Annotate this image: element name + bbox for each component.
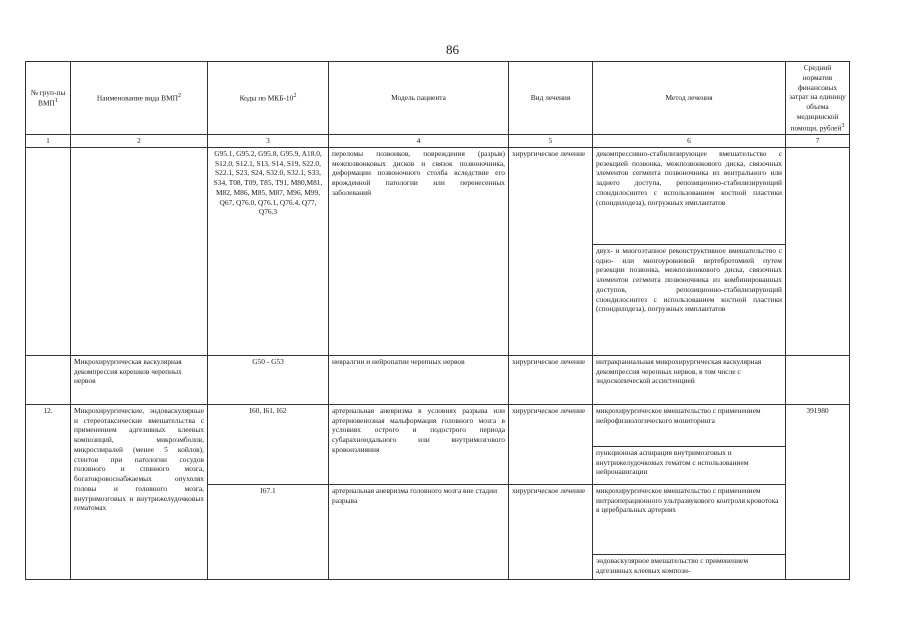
header-row (26, 62, 850, 135)
column-number: 6 (593, 135, 786, 148)
column-number: 7 (786, 135, 850, 148)
cell-treatment-method: двух- и многоэтапное реконструктивное вмешательство с одно- или многоуровневой вертебротомией путем резекции позвонка, межпозвонкового диска, связочных элементов сегмента позвоночника из комбинированных доступов, репозиционно-стабилизирующий спондилосинтез с использованием костной пластики (спондилодеза), погружных имплантатов (593, 244, 786, 355)
cell-patient-model: артериальная аневризма в условиях разрыва или артериовенозная мальформация головного мозга в условиях острого и подострого периода субарахноидального или внутримозгового кровоизлияния (329, 404, 509, 484)
cell-group-empty (26, 147, 71, 355)
header-avg-cost: Средний норматив финансовых затрат на единицу объема медицинской помощи, рублей$^3$ (786, 62, 850, 135)
cell-icd-codes: G95.1, G95.2, G95.8, G95.9, A18.0, S12.0, S12.1, S13, S14, S19, S22.0, S22.1, S23, S24, S32.0, S32.1, S33, S34, T08, T09, T85, T91, M80,M81, M82, M86, M85, M87, M96, M99, Q67, Q76.0, Q76.1, Q76.4, Q77, Q76.3 (208, 147, 329, 355)
cell-patient-model: невралгии и нейропатии черепных нервов (329, 355, 509, 404)
cell-icd-codes: G50 - G53 (208, 355, 329, 404)
cell-icd-codes: I67.1 (208, 484, 329, 579)
cell-group-empty (26, 355, 71, 404)
header-group-number: № груп-пы ВМП$^1$ (26, 62, 71, 135)
table-row (26, 404, 850, 446)
cell-treatment-method: декомпрессивно-стабилизирующее вмешательство с резекцией позвонка, межпозвонкового диска, связочных элементов сегмента позвоночника из вентрального или заднего доступа, репозиционно-стабилизирующий спондилосинтез с использованием костной пластики (спондилодеза), погружных имплантатов (593, 147, 786, 244)
header-patient-model: Модель пациента (329, 62, 509, 135)
table-row (26, 355, 850, 404)
column-number-row (26, 135, 850, 148)
header-treatment-method: Метод лечения (593, 62, 786, 135)
cell-icd-codes: I60, I61, I62 (208, 404, 329, 484)
cell-treatment-method: эндоваскулярное вмешательство с применением адгезивных клеевых компози- (593, 554, 786, 579)
cell-cost-empty (786, 147, 850, 355)
cell-treatment-type: хирургическое лечение (509, 147, 593, 355)
cell-treatment-type: хирургическое лечение (509, 355, 593, 404)
page-number: 86 (446, 42, 459, 57)
cell-patient-model: артериальная аневризма головного мозга вне стадии разрыва (329, 484, 509, 579)
cell-treatment-method: пункционная аспирация внутримозговых и внутрижелудочковых гематом с использованием нейронавигации (593, 446, 786, 484)
table-row (26, 147, 850, 244)
column-number: 2 (71, 135, 208, 148)
cell-avg-cost: 391980 (786, 404, 850, 579)
cell-treatment-type: хирургическое лечение (509, 484, 593, 579)
cell-group-number: 12. (26, 404, 71, 579)
column-number: 1 (26, 135, 71, 148)
cell-vmp-name: Микрохирургические, эндоваскулярные и стереотаксические вмешательства с применением адгезивных клеевых композиций, микроэмболов, микроспиралей (менее 5 койлов), стентов при патологии сосудов головного и спинного мозга, богатокровоснабжаемых опухолях головы и головного мозга, внутримозговых и внутрижелудочковых гематомах (71, 404, 208, 579)
cell-vmp-name-empty (71, 147, 208, 355)
header-treatment-type: Вид лечения (509, 62, 593, 135)
column-number: 4 (329, 135, 509, 148)
cell-cost-empty (786, 355, 850, 404)
vmp-table (25, 61, 850, 580)
cell-patient-model: переломы позвонков, повреждения (разрыв) межпозвонковых дисков и связок позвоночника, деформации позвоночного столба вследствие его врожденной патологии или перенесенных заболеваний (329, 147, 509, 355)
cell-treatment-method: интракраниальная микрохирургическая васкулярная декомпрессия черепных нервов, в том числе с эндоскопической ассистенцией (593, 355, 786, 404)
column-number: 5 (509, 135, 593, 148)
cell-treatment-method: микрохирургическое вмешательство с применением нейрофизиологического мониторинга (593, 404, 786, 446)
cell-treatment-method: микрохирургическое вмешательство с применением интраоперационного ультразвукового контроля кровотока в церебральных артериях (593, 484, 786, 554)
cell-vmp-name: Микрохирургическая васкулярная декомпрессия корешков черепных нервов (71, 355, 208, 404)
header-vmp-name: Наименование вида ВМП$^2$ (71, 62, 208, 135)
header-icd-codes: Коды по МКБ-$10^2$ (208, 62, 329, 135)
column-number: 3 (208, 135, 329, 148)
cell-treatment-type: хирургическое лечение (509, 404, 593, 484)
